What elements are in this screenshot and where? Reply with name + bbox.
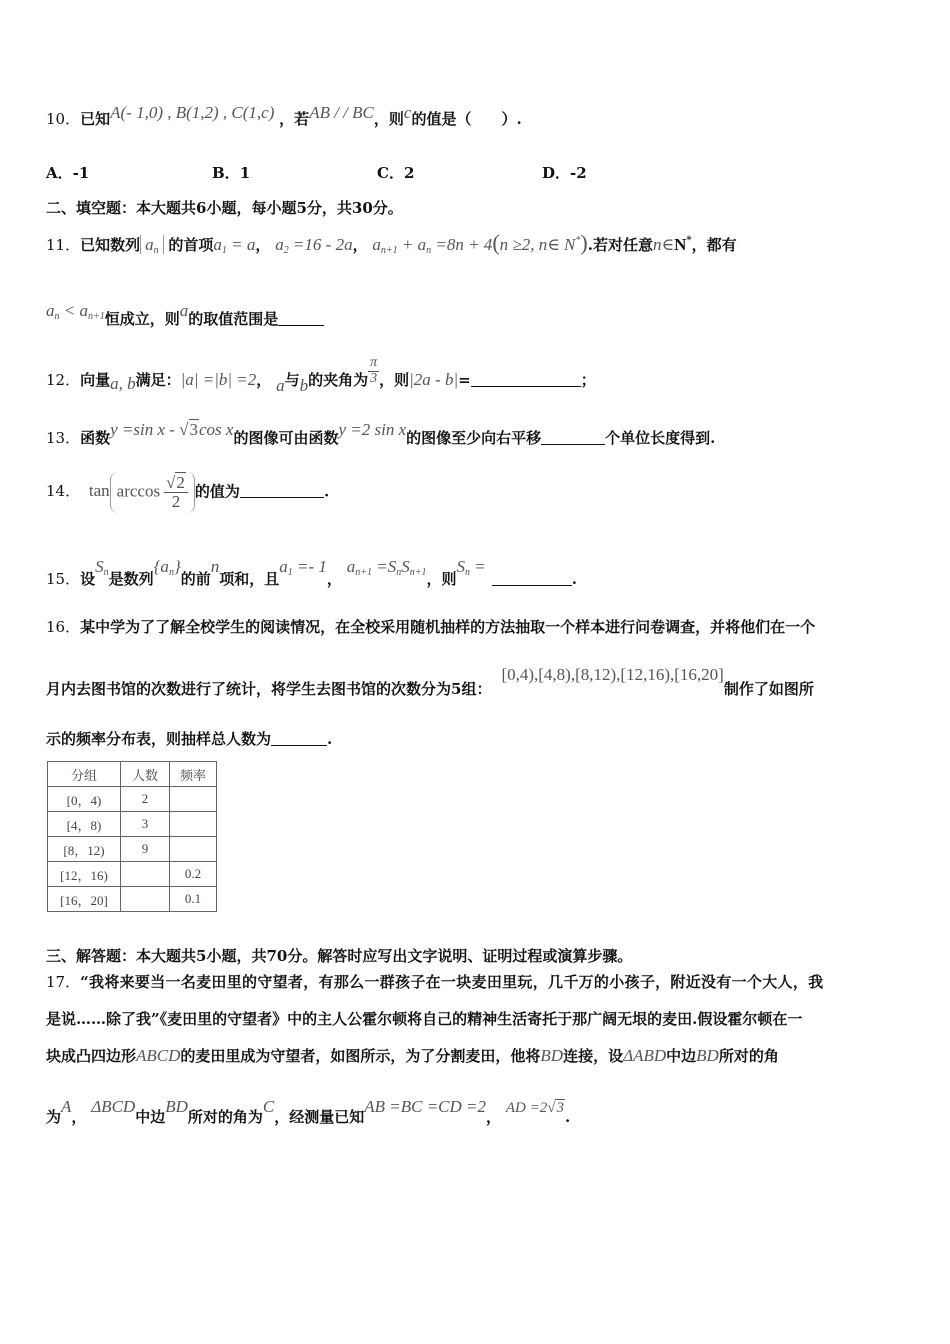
q14-tan: tan (88, 481, 110, 501)
q11-N: N (674, 235, 687, 254)
q15-S: S (95, 557, 104, 576)
table-cell: [4，8) (48, 812, 121, 837)
q17-abcd: ABCD (136, 1046, 181, 1065)
table-cell: [16，20] (48, 887, 121, 912)
q16-intervals: [0,4),[4,8),[8,12),[12,16),[16,20] (501, 665, 724, 684)
q15-number: 15． (46, 570, 81, 588)
q15-text7: . (571, 570, 577, 588)
q13-text2: 的图像可由函数 (233, 429, 339, 447)
table-cell: 3 (121, 812, 170, 837)
q17-text-line4b: ， (71, 1108, 87, 1126)
q11-number: 11． (46, 236, 81, 254)
q17-line4 (46, 1096, 571, 1126)
q17-eq2: AD =2√3 (505, 1100, 564, 1116)
q10-text2: ，若 (279, 110, 310, 128)
q10-points: A(- 1,0) , B(1,2) , C(1,c) (110, 103, 275, 122)
q10-text3: ，则 (373, 110, 404, 128)
q14-text2: . (323, 482, 330, 501)
q13-answer-blank[interactable] (541, 430, 605, 445)
q17-eq2-a: AD =2 (505, 1100, 548, 1116)
table-row (48, 787, 217, 812)
q10-option-c (377, 162, 414, 183)
q15-Sn-eq: = (469, 557, 486, 576)
q15-seq-end: } (173, 557, 181, 576)
q11-ineq-sub1: n (54, 311, 60, 322)
q11-rec-cond: n ≥2, n∈ N (499, 235, 576, 254)
q17-bd2: BD (696, 1046, 719, 1065)
q15-Sn-sub: n (464, 567, 470, 578)
q11-a1-sub: 1 (221, 245, 227, 256)
q14-fraction (164, 474, 188, 511)
table-cell: 9 (121, 837, 170, 862)
q10-option-a (46, 162, 89, 183)
q11-a2: a (275, 235, 284, 254)
table-cell: [0，4) (48, 787, 121, 812)
q16-number: 16． (46, 618, 81, 636)
table-cell: [8，12) (48, 837, 121, 862)
q15-rec-s: S (401, 557, 410, 576)
q15-rec-s2: n+1 (409, 567, 427, 578)
q13-func1-sqrt: 3 (189, 420, 199, 439)
q15-text: 设 (80, 570, 96, 588)
option-label: D． (542, 164, 571, 182)
q17-text-line4c: 中边 (135, 1108, 166, 1126)
q17-text-line4d: 所对的角为 (187, 1108, 263, 1126)
q11-rec-sub1: n+1 (380, 245, 398, 256)
table-row (48, 887, 217, 912)
q15-rec: a (346, 557, 356, 576)
table-cell (121, 862, 170, 887)
q15-text5: ， (326, 570, 342, 588)
q17-text-line3a: 块成凸四边形 (46, 1047, 137, 1065)
option-label: A． (46, 164, 73, 182)
table-cell: [12，16) (48, 862, 121, 887)
q14-line (46, 472, 329, 513)
option-label: B． (212, 164, 240, 182)
q15-rec-sub: n+1 (355, 567, 372, 578)
q11-N-star: * (686, 235, 692, 246)
table-cell (121, 887, 170, 912)
q16-text-line3a: 示的频率分布表，则抽样总人数为 (46, 730, 272, 748)
q12-frac-num: π (370, 355, 378, 370)
q10-var: c (403, 103, 412, 122)
q17-line3 (46, 1045, 779, 1066)
q12-text3: ， (256, 371, 272, 390)
q11-ineq-a: a (46, 301, 55, 320)
q12-angle-fraction (368, 356, 379, 386)
q13-text: 函数 (80, 429, 111, 447)
q12-vectors: a, b (110, 374, 136, 394)
q13-func1: y =sin x - √3cos x (110, 420, 234, 439)
q14-text: 的值为 (194, 482, 240, 501)
q17-text-line4e: ，经测量已知 (274, 1108, 365, 1126)
q17-text-line3c: 连接，设 (563, 1047, 624, 1065)
q17-eq2-sqrt: 3 (556, 1100, 564, 1116)
q14-arccos: arccos (116, 481, 161, 501)
table-header: 频率 (170, 762, 217, 787)
q16-text-line2b: 制作了如图所 (723, 680, 814, 698)
q17-tri1: ΔABD (623, 1046, 667, 1065)
q15-rec-eq: =S (371, 557, 397, 576)
option-value: -2 (570, 164, 587, 182)
q15-line (46, 556, 577, 588)
table-cell: 0.1 (170, 887, 217, 912)
q12-frac-den: 3 (370, 370, 378, 386)
q11-n-in: n∈ (652, 235, 675, 254)
table-header: 分组 (48, 762, 121, 787)
q11-line1: 11．已知数列 $a_n$ 的首项$a_1 = a$， $a_2 =16 - 2a$， $a_{n+1} + a_n =8n + 4(n \ge 2$, n∈ N*).若对任意n∈N*，都有 (46, 230, 737, 256)
q13-func1-end: cos x (199, 420, 234, 439)
frequency-table (47, 761, 217, 912)
q12-text5: 的夹角为 (308, 371, 369, 390)
q12-text: 向量 (80, 371, 111, 390)
q11-var: a (179, 301, 189, 320)
q15-a1-val: =- 1 (292, 557, 327, 576)
q14-answer-blank[interactable] (240, 483, 324, 498)
q16-text-line1: 某中学为了了解全校学生的阅读情况，在全校采用随机抽样的方法抽取一个样本进行问卷调查，并将他们在一个 (80, 618, 816, 636)
q15-a1-sub: 1 (287, 567, 293, 578)
q15-S-sub: n (103, 567, 109, 578)
q11-a1-val: = a (226, 235, 256, 254)
section-3-heading: 三、解答题：本大题共5小题，共70分。解答时应写出文字说明、证明过程或演算步骤。 (46, 947, 633, 965)
q17-bd1: BD (540, 1046, 564, 1065)
q17-C: C (262, 1097, 275, 1116)
q12-expression: |2a - b| (409, 370, 459, 390)
q11-a2-val: =16 - 2a (288, 235, 353, 254)
table-header-row (48, 762, 217, 787)
q14-number: 14． (46, 482, 81, 501)
q12-number: 12． (46, 371, 81, 390)
q10-condition: AB / / BC (309, 103, 374, 122)
q14-frac-num: √2 (164, 474, 188, 493)
q11-ineq-sub2: n+1 (87, 311, 105, 322)
q11-text6: 的取值范围是 (188, 310, 279, 328)
q12-answer-blank[interactable] (471, 372, 581, 387)
q11-text: 已知数列 (80, 236, 141, 254)
q11-answer-blank[interactable] (278, 311, 324, 326)
q10-text4: 的值是（ ）. (411, 110, 522, 128)
q12-text7: = (458, 371, 471, 390)
option-label: C． (377, 164, 404, 182)
q17-A: A (61, 1097, 72, 1116)
q10-number: 10． (46, 110, 81, 128)
q17-text-line4f: ， (486, 1108, 502, 1126)
table-row (48, 837, 217, 862)
q17-tri2: ΔBCD (91, 1097, 136, 1116)
q13-func1-a: y =sin x - (110, 420, 180, 439)
q17-text-line3e: 所对的角 (718, 1047, 779, 1065)
table-cell (170, 837, 217, 862)
q15-answer-blank[interactable] (492, 571, 572, 586)
option-value: 2 (403, 164, 415, 182)
q13-number: 13． (46, 429, 81, 447)
table-cell (170, 812, 217, 837)
q11-text3: .若对任意 (587, 236, 653, 254)
q13-func2: y =2 sin x (338, 420, 407, 439)
q16-text-line3b: . (327, 730, 333, 748)
q13-text4: 个单位长度得到. (605, 429, 716, 447)
q16-line3 (46, 728, 332, 749)
q17-line1 (46, 971, 823, 992)
q12-b: b (299, 376, 309, 396)
q17-bd3: BD (165, 1097, 188, 1116)
q17-eq1: AB =BC =CD =2 (364, 1097, 487, 1116)
q16-line1 (46, 616, 815, 637)
q16-text-line2a: 月内去图书馆的次数进行了统计，将学生去图书馆的次数分为5组： (46, 680, 492, 698)
q17-text-line4g: . (564, 1108, 571, 1126)
q12-condition: |a| =|b| =2 (180, 370, 257, 390)
q14-frac-den: 2 (171, 491, 181, 511)
q11-text4: ，都有 (691, 236, 737, 254)
q13-text3: 的图像至少向右平移 (406, 429, 542, 447)
q17-text-line3b: 的麦田里成为守望者，如图所示，为了分割麦田，他将 (180, 1047, 541, 1065)
q16-answer-blank[interactable] (271, 731, 327, 746)
q17-text-line2: 是说……除了我”《麦田里的守望者》中的主人公霍尔顿将自己的精神生活寄托于那广阔无垠的麦田.假设霍尔顿在一 (46, 1010, 803, 1028)
q13-line (46, 419, 716, 447)
table-row (48, 862, 217, 887)
q15-n: n (210, 557, 220, 576)
q10-option-d (542, 162, 587, 183)
q11-seq-a: a (145, 235, 154, 254)
q11-seq-sub: n (153, 245, 159, 256)
q15-a1: a (279, 557, 288, 576)
q15-text3: 的前 (180, 570, 211, 588)
q11-text2: 的首项 (168, 236, 214, 254)
q11-rec-plus: + a (397, 235, 427, 254)
table-header: 人数 (121, 762, 170, 787)
q12-text2: 满足： (135, 371, 181, 390)
q16-line2 (46, 664, 814, 698)
q11-text5: 恒成立，则 (104, 310, 180, 328)
q17-text-line3d: 中边 (666, 1047, 697, 1065)
q14-frac-sqrt: 2 (176, 473, 185, 492)
q15-rec-s1: n (396, 567, 402, 578)
q11-ineq-lt: < a (59, 301, 88, 320)
table-cell: 2 (121, 787, 170, 812)
q10-line (46, 103, 522, 129)
q10-option-b (212, 162, 250, 183)
q11-rec-star: * (575, 235, 581, 246)
q11-rec-a: a (372, 235, 381, 254)
table-cell: 0.2 (170, 862, 217, 887)
table-cell (170, 787, 217, 812)
q11-a1: a (213, 235, 222, 254)
section-2-heading: 二、填空题：本大题共6小题，每小题5分，共30分。 (46, 199, 403, 217)
q17-text-line1: “我将来要当一名麦田里的守望者，有那么一群孩子在一块麦田里玩，几千万的小孩子，附近没有一个大人，我 (80, 973, 824, 991)
q12-text4: 与 (284, 371, 300, 390)
q11-line2 (46, 300, 324, 328)
option-value: -1 (72, 164, 90, 182)
q15-text4: 项和，且 (219, 570, 280, 588)
q15-Sn: S (456, 557, 465, 576)
q12-a: a (276, 376, 285, 396)
q15-text6: ，则 (426, 570, 457, 588)
q12-text8: ； (580, 371, 596, 390)
q11-rec-sub2: n (426, 245, 432, 256)
q11-seq (140, 235, 164, 254)
q17-number: 17． (46, 973, 81, 991)
q11-rec-eq: =8n + 4 (431, 235, 493, 254)
q10-text: 已知 (80, 110, 111, 128)
q17-text-line4a: 为 (46, 1108, 62, 1126)
q14-paren-group (110, 472, 195, 513)
q12-line (46, 355, 596, 396)
q15-text2: 是数列 (108, 570, 154, 588)
q11-a2-sub: 2 (283, 245, 289, 256)
q15-seq: {a (153, 557, 169, 576)
option-value: 1 (239, 164, 251, 182)
q12-text6: ，则 (379, 371, 410, 390)
table-row (48, 812, 217, 837)
q17-line2 (46, 1008, 802, 1029)
q15-seq-sub: n (168, 567, 174, 578)
